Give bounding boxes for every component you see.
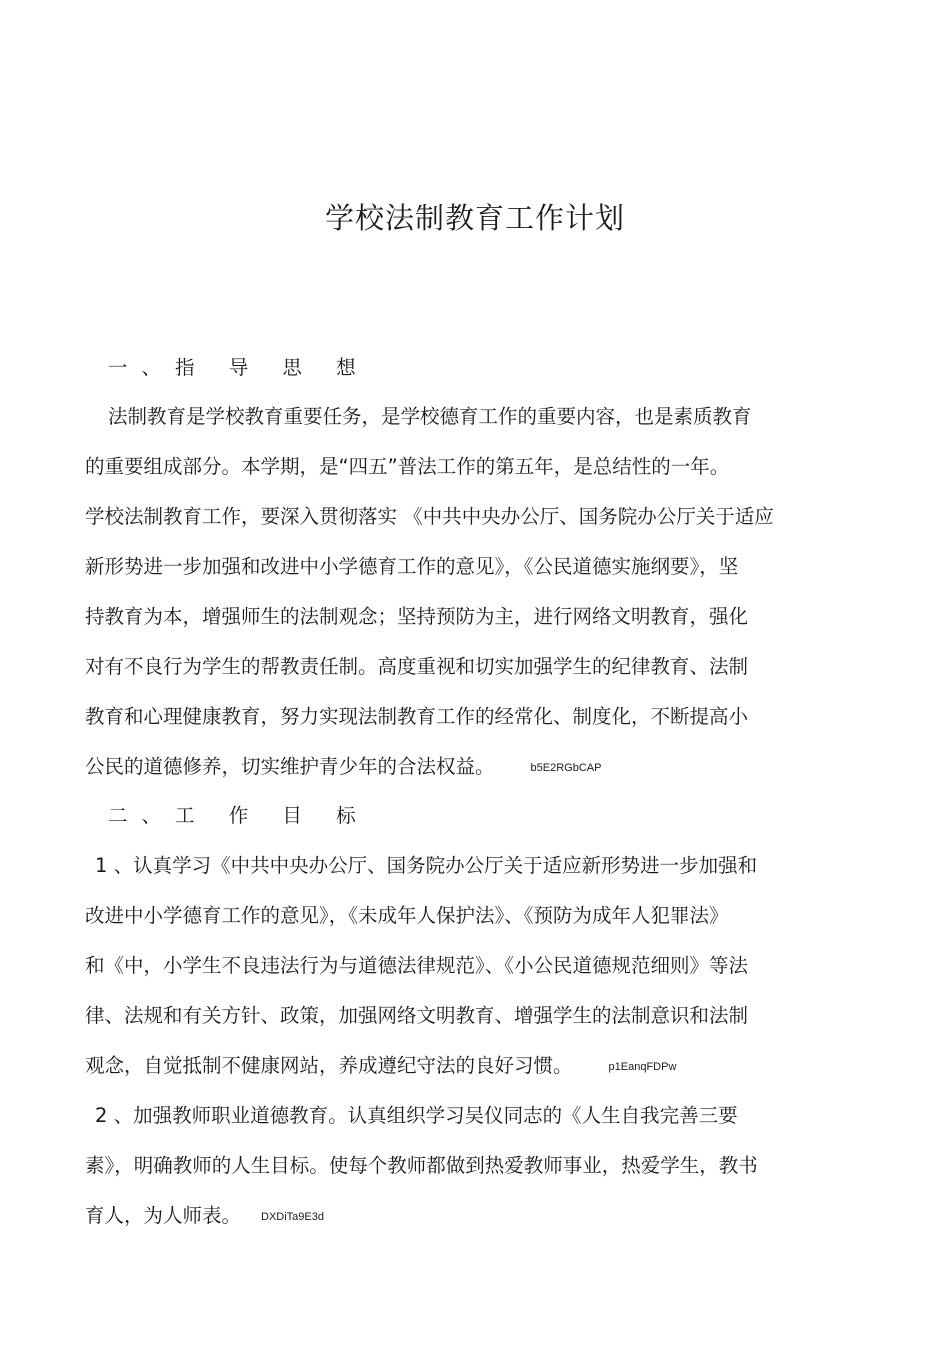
list-item-line bbox=[85, 1202, 324, 1231]
list-item-line: 2 、加强教师职业道德教育。认真组织学习吴仪同志的《人生自我完善三要 bbox=[95, 1104, 738, 1127]
list-item-text: 观念，自觉抵制不健康网站，养成遵纪守法的良好习惯。 bbox=[85, 1054, 573, 1077]
watermark-code: DXDiTa9E3d bbox=[261, 1210, 324, 1223]
list-item-line: 1 、认真学习《中共中央办公厅、国务院办公厅关于适应新形势进一步加强和 bbox=[95, 854, 758, 877]
list-item-line: 素》，明确教师的人生目标。使每个教师都做到热爱教师事业，热爱学生，教书 bbox=[85, 1154, 758, 1177]
paragraph-line: 对有不良行为学生的帮教责任制。高度重视和切实加强学生的纪律教育、法制 bbox=[85, 655, 749, 678]
paragraph-text: 公民的道德修养，切实维护青少年的合法权益。 bbox=[85, 755, 495, 778]
paragraph-line: 的重要组成部分。本学期，是“四五”普法工作的第五年，是总结性的一年。 bbox=[85, 455, 730, 478]
list-item-text: 育人，为人师表。 bbox=[85, 1204, 242, 1227]
list-item-line: 改进中小学德育工作的意见》，《未成年人保护法》、《预防为成年人犯罪法》 bbox=[85, 904, 729, 927]
paragraph-line: 持教育为本，增强师生的法制观念；坚持预防为主，进行网络文明教育，强化 bbox=[85, 605, 749, 628]
watermark-code: p1EanqFDPw bbox=[608, 1060, 677, 1073]
document-title: 学校法制教育工作计划 bbox=[324, 201, 625, 235]
watermark-code: b5E2RGbCAP bbox=[530, 761, 602, 774]
paragraph-line: 教育和心理健康教育，努力实现法制教育工作的经常化、制度化，不断提高小 bbox=[85, 705, 749, 728]
section-heading-work-goals: 二、工 作 目 标 bbox=[108, 804, 370, 827]
paragraph-line bbox=[85, 753, 601, 782]
list-item-line: 和《中，小学生不良违法行为与道德法律规范》、《小公民道德规范细则》等法 bbox=[85, 954, 749, 977]
paragraph-line: 学校法制教育工作，要深入贯彻落实 《中共中央办公厅、国务院办公厅关于适应 bbox=[85, 505, 774, 528]
paragraph-line: 新形势进一步加强和改进中小学德育工作的意见》，《公民道德实施纲要》，坚 bbox=[85, 555, 739, 578]
list-item-line bbox=[85, 1052, 676, 1081]
section-heading-guiding-ideology: 一、指 导 思 想 bbox=[108, 356, 370, 379]
list-item-line: 律、法规和有关方针、政策，加强网络文明教育、增强学生的法制意识和法制 bbox=[85, 1004, 749, 1027]
paragraph-line: 法制教育是学校教育重要任务，是学校德育工作的重要内容，也是素质教育 bbox=[108, 405, 752, 428]
